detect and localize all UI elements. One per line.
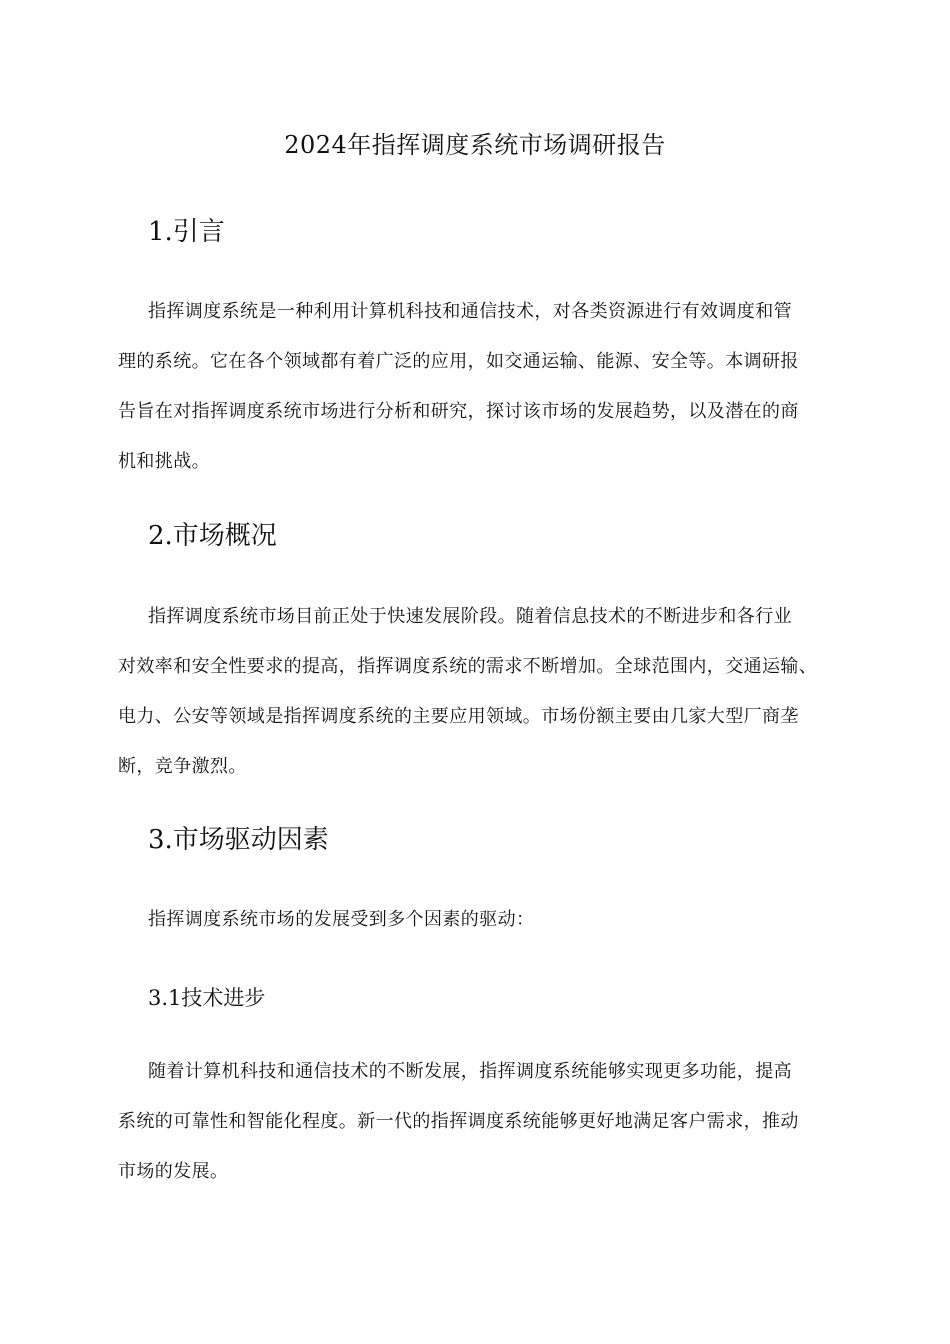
section-heading-introduction: 1.引言 <box>148 217 225 247</box>
paragraph-line: 理的系统。它在各个领域都有着广泛的应用，如交通运输、能源、安全等。本调研报 <box>118 351 799 372</box>
paragraph-line: 系统的可靠性和智能化程度。新一代的指挥调度系统能够更好地满足客户需求，推动 <box>118 1111 799 1132</box>
paragraph-line: 指挥调度系统市场目前正处于快速发展阶段。随着信息技术的不断进步和各行业 <box>148 606 792 627</box>
paragraph-line: 断，竞争激烈。 <box>118 756 247 777</box>
paragraph-line: 指挥调度系统是一种利用计算机科技和通信技术，对各类资源进行有效调度和管 <box>148 301 792 322</box>
paragraph-line: 电力、公安等领域是指挥调度系统的主要应用领域。市场份额主要由几家大型厂商垄 <box>118 706 799 727</box>
paragraph-line: 机和挑战。 <box>118 451 210 472</box>
paragraph-line: 告旨在对指挥调度系统市场进行分析和研究，探讨该市场的发展趋势，以及潜在的商 <box>118 401 799 422</box>
paragraph-line: 随着计算机科技和通信技术的不断发展，指挥调度系统能够实现更多功能，提高 <box>148 1061 792 1082</box>
paragraph-line: 对效率和安全性要求的提高，指挥调度系统的需求不断增加。全球范围内，交通运输、 <box>118 656 818 677</box>
section-heading-market-overview: 2.市场概况 <box>148 521 277 551</box>
subsection-heading-technology-progress: 3.1技术进步 <box>148 986 266 1010</box>
paragraph-line: 指挥调度系统市场的发展受到多个因素的驱动： <box>148 909 535 930</box>
document-title: 2024年指挥调度系统市场调研报告 <box>284 131 666 159</box>
paragraph-line: 市场的发展。 <box>118 1161 229 1182</box>
section-heading-market-drivers: 3.市场驱动因素 <box>148 825 329 855</box>
